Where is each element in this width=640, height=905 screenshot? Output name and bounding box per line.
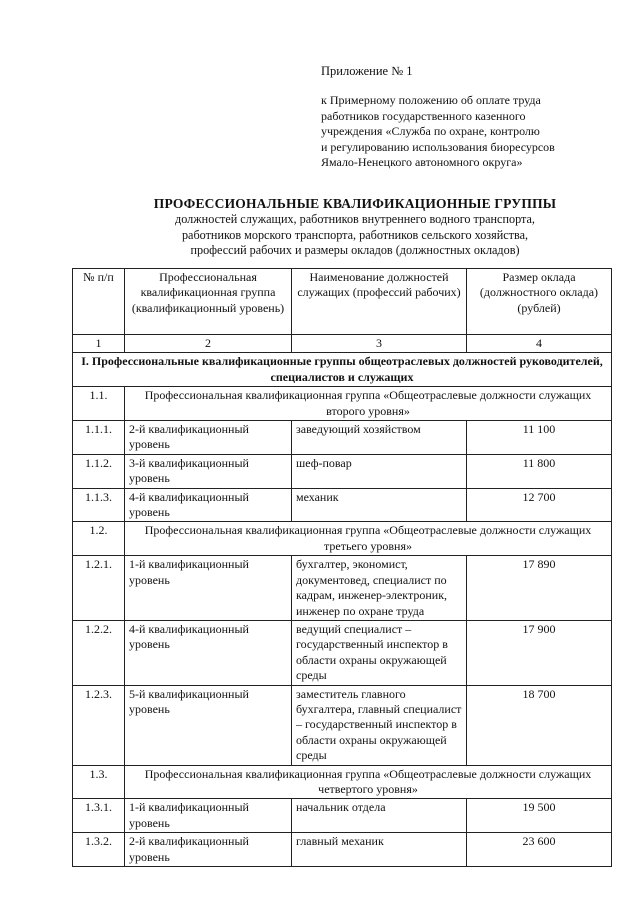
annex-block (321, 64, 621, 171)
table-row (73, 488, 612, 522)
row-num: 1.2.3. (73, 685, 125, 765)
row-salary: 11 100 (467, 421, 612, 455)
group-row (73, 522, 612, 556)
row-level: 1-й квалификационный уровень (125, 799, 292, 833)
row-num: 1.2.2. (73, 620, 125, 685)
table-row (73, 685, 612, 765)
row-level: 4-й квалификационный уровень (125, 488, 292, 522)
header-position: Наименование должностей служащих (профессий рабочих) (292, 269, 467, 335)
header-salary: Размер оклада (должностного оклада) (рублей) (467, 269, 612, 335)
row-salary: 18 700 (467, 685, 612, 765)
table-row (73, 833, 612, 867)
row-position: шеф-повар (292, 454, 467, 488)
header-group: Профессиональная квалификационная группа (квалификационный уровень) (125, 269, 292, 335)
index-cell: 2 (125, 335, 292, 353)
qualification-table (72, 268, 612, 867)
index-cell: 1 (73, 335, 125, 353)
header-num: № п/п (73, 269, 125, 335)
table-row (73, 799, 612, 833)
row-salary: 19 500 (467, 799, 612, 833)
row-salary: 11 800 (467, 454, 612, 488)
table-row (73, 556, 612, 621)
table-index-row (73, 335, 612, 353)
table-row (73, 421, 612, 455)
group-name: Профессиональная квалификационная группа «Общеотраслевые должности служащих четвертого уровня» (125, 765, 612, 799)
table-row (73, 620, 612, 685)
row-level: 4-й квалификационный уровень (125, 620, 292, 685)
annex-line: Ямало-Ненецкого автономного округа» (321, 155, 523, 170)
group-row (73, 765, 612, 799)
group-num: 1.3. (73, 765, 125, 799)
row-position: ведущий специалист – государственный инспектор в области охраны окружающей среды (292, 620, 467, 685)
annex-text (321, 93, 621, 171)
section-row (73, 353, 612, 387)
table-header-row (73, 269, 612, 335)
row-num: 1.3.1. (73, 799, 125, 833)
row-salary: 17 900 (467, 620, 612, 685)
row-level: 3-й квалификационный уровень (125, 454, 292, 488)
group-name: Профессиональная квалификационная группа «Общеотраслевые должности служащих третьего уровня» (125, 522, 612, 556)
heading-sub-line: профессий рабочих и размеры окладов (должностных окладов) (190, 243, 520, 258)
annex-line: к Примерному положению об оплате труда (321, 93, 541, 107)
row-position: механик (292, 488, 467, 522)
row-level: 2-й квалификационный уровень (125, 421, 292, 455)
row-num: 1.1.1. (73, 421, 125, 455)
row-num: 1.1.3. (73, 488, 125, 522)
heading-main: ПРОФЕССИОНАЛЬНЫЕ КВАЛИФИКАЦИОННЫЕ ГРУППЫ (153, 196, 557, 211)
row-position: главный механик (292, 833, 467, 867)
row-num: 1.2.1. (73, 556, 125, 621)
index-cell: 4 (467, 335, 612, 353)
group-name: Профессиональная квалификационная группа «Общеотраслевые должности служащих второго уровня» (125, 387, 612, 421)
row-position: заведующий хозяйством (292, 421, 467, 455)
annex-line: и регулированию использования биоресурсов (321, 139, 555, 154)
row-salary: 23 600 (467, 833, 612, 867)
row-level: 5-й квалификационный уровень (125, 685, 292, 765)
row-level: 1-й квалификационный уровень (125, 556, 292, 621)
row-position: начальник отдела (292, 799, 467, 833)
section-title: I. Профессиональные квалификационные группы общеотраслевых должностей руководителей, специалистов и служащих (73, 353, 612, 387)
row-num: 1.3.2. (73, 833, 125, 867)
row-num: 1.1.2. (73, 454, 125, 488)
row-position: бухгалтер, экономист, документовед, специалист по кадрам, инженер-электроник, инженер по охране труда (292, 556, 467, 621)
row-salary: 12 700 (467, 488, 612, 522)
document-heading (60, 195, 640, 259)
annex-line: работников государственного казенного (321, 108, 526, 123)
group-num: 1.2. (73, 522, 125, 556)
row-position: заместитель главного бухгалтера, главный специалист – государственный инспектор в области охраны окружающей среды (292, 685, 467, 765)
row-salary: 17 890 (467, 556, 612, 621)
index-cell: 3 (292, 335, 467, 353)
table-row (73, 454, 612, 488)
heading-sub-line: работников морского транспорта, работников сельского хозяйства, (181, 227, 529, 242)
annex-title: Приложение № 1 (321, 64, 413, 78)
group-row (73, 387, 612, 421)
annex-line: учреждения «Служба по охране, контролю (321, 124, 540, 139)
heading-sub-line: должностей служащих, работников внутреннего водного транспорта, (175, 212, 535, 226)
group-num: 1.1. (73, 387, 125, 421)
row-level: 2-й квалификационный уровень (125, 833, 292, 867)
